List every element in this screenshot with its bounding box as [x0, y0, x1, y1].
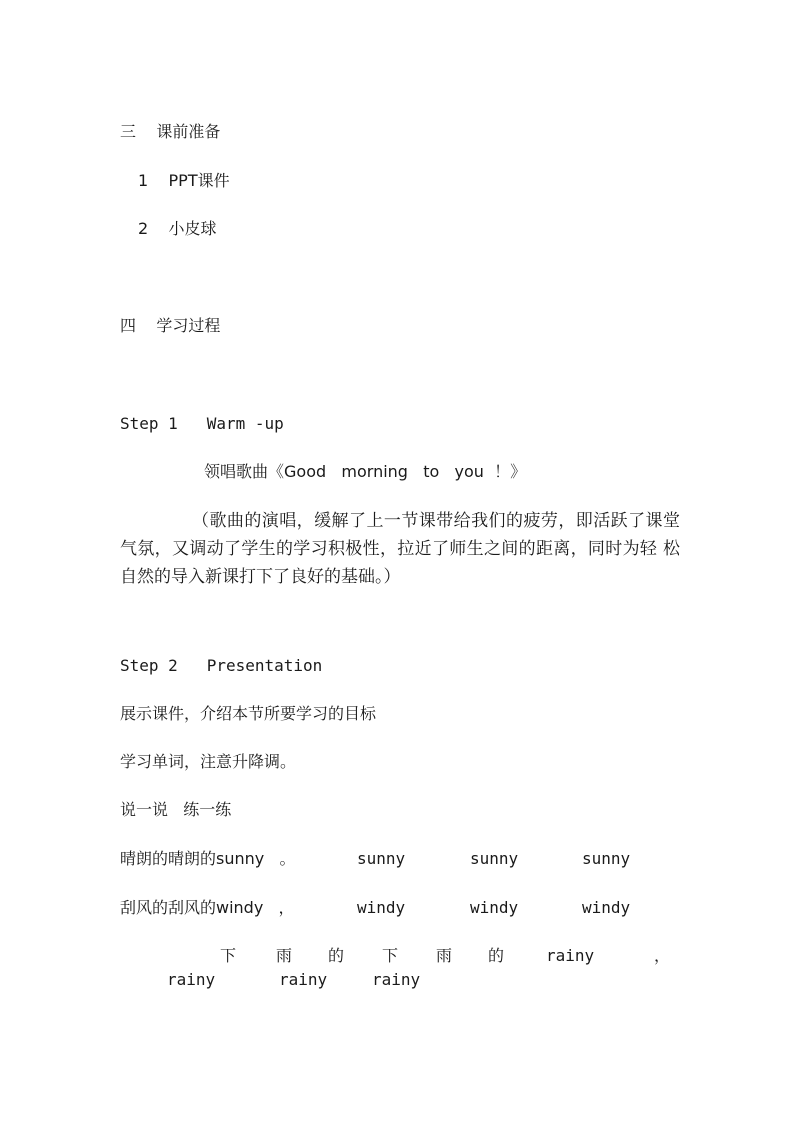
- rainy-char: 下: [220, 946, 237, 965]
- rainy-char: 雨: [276, 946, 293, 965]
- windy-word: windy: [357, 898, 406, 917]
- rainy-word: rainy: [167, 970, 216, 989]
- rainy-word: rainy: [546, 946, 595, 965]
- rainy-char: 的: [488, 946, 505, 965]
- step1-note: （歌曲的演唱，缓解了上一节课带给我们的疲劳，即活跃了课堂气氛，又调动了学生的学习积极性，拉近了师生之间的距离，同时为轻 松自然的导入新课打下了良好的基础。）: [120, 511, 680, 587]
- rainy-comma: ，: [654, 946, 671, 965]
- rainy-char: 下: [382, 946, 399, 965]
- step2-line-words: 学习单词，注意升降调。: [120, 752, 297, 771]
- step1-heading: Step 1 Warm -up: [120, 414, 284, 433]
- rainy-word: rainy: [372, 970, 421, 989]
- sunny-word: sunny: [357, 849, 406, 868]
- windy-word: windy: [582, 898, 631, 917]
- sunny-word: sunny: [582, 849, 631, 868]
- section3-heading: 三 课前准备: [120, 122, 221, 141]
- windy-phrase: 刮风的刮风的windy ，: [120, 898, 295, 917]
- step2-heading: Step 2 Presentation: [120, 656, 323, 675]
- rainy-char: 雨: [436, 946, 453, 965]
- step2-line-practice: 说一说 练一练: [120, 800, 232, 819]
- step2-line-goal: 展示课件，介绍本节所要学习的目标: [120, 704, 377, 723]
- rainy-word: rainy: [279, 970, 328, 989]
- windy-word: windy: [470, 898, 519, 917]
- section4-heading: 四 学习过程: [120, 316, 221, 335]
- sunny-phrase: 晴朗的晴朗的sunny 。: [120, 849, 296, 868]
- sunny-word: sunny: [470, 849, 519, 868]
- prep-item-ball: 2 小皮球: [138, 219, 217, 238]
- prep-item-ppt: 1 PPT课件: [138, 171, 230, 190]
- rainy-char: 的: [328, 946, 345, 965]
- song-line: 领唱歌曲《Good morning to you ！》: [204, 462, 527, 481]
